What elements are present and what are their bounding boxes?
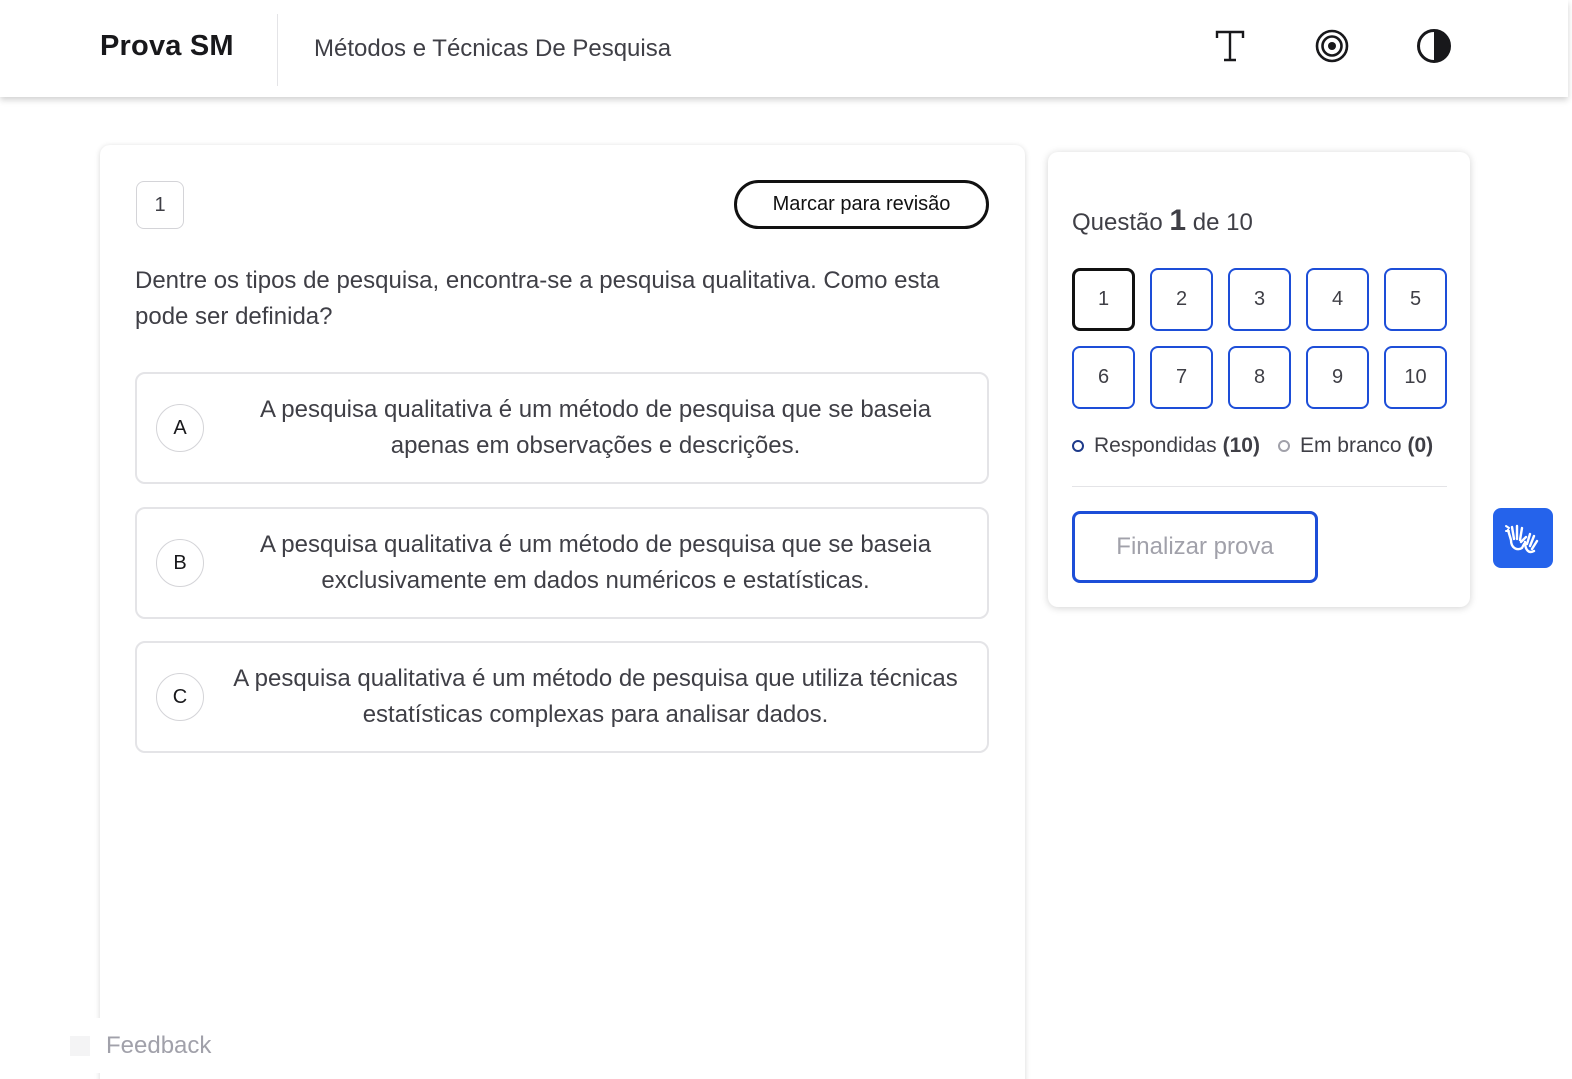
- blank-count: (0): [1407, 434, 1434, 457]
- header-divider: [277, 14, 278, 86]
- question-button-6[interactable]: 6: [1072, 346, 1135, 409]
- total-questions: 10: [1226, 209, 1253, 236]
- option-text: A pesquisa qualitativa é um método de pesquisa que se baseia exclusivamente em dados numéricos e estatísticas.: [259, 531, 932, 594]
- question-card: [100, 145, 1025, 1079]
- course-title: Métodos e Técnicas De Pesquisa: [314, 35, 672, 62]
- progress-prefix: Questão: [1072, 209, 1163, 236]
- question-button-9[interactable]: 9: [1306, 346, 1369, 409]
- contrast-icon[interactable]: [1414, 26, 1454, 66]
- brand-logo: Prova SM: [100, 30, 234, 62]
- question-number-badge: 1: [136, 181, 184, 229]
- option-letter: A: [156, 404, 204, 452]
- answered-count: (10): [1222, 434, 1260, 457]
- blank-dot-icon: [1278, 440, 1290, 452]
- option-text: A pesquisa qualitativa é um método de pesquisa que se baseia apenas em observações e descrições.: [259, 396, 932, 459]
- question-button-4[interactable]: 4: [1306, 268, 1369, 331]
- question-text: Dentre os tipos de pesquisa, encontra-se a pesquisa qualitativa. Como esta pode ser definida?: [135, 267, 940, 330]
- font-size-icon[interactable]: [1210, 26, 1250, 66]
- question-button-1[interactable]: 1: [1072, 268, 1135, 331]
- question-button-7[interactable]: 7: [1150, 346, 1213, 409]
- sign-language-button[interactable]: [1493, 508, 1553, 568]
- question-grid: [1072, 268, 1447, 409]
- answer-option-c[interactable]: [135, 641, 989, 753]
- sign-language-hands-icon: [1503, 518, 1543, 558]
- target-icon[interactable]: [1312, 26, 1352, 66]
- question-button-2[interactable]: 2: [1150, 268, 1213, 331]
- feedback-button[interactable]: [70, 1018, 221, 1073]
- feedback-icon: [70, 1036, 90, 1056]
- navigator-divider: [1072, 486, 1447, 487]
- option-letter: C: [156, 673, 204, 721]
- question-button-5[interactable]: 5: [1384, 268, 1447, 331]
- option-text: A pesquisa qualitativa é um método de pesquisa que utiliza técnicas estatísticas complexas para analisar dados.: [233, 665, 958, 728]
- feedback-label: Feedback: [106, 1031, 212, 1059]
- option-letter: B: [156, 539, 204, 587]
- answered-dot-icon: [1072, 440, 1084, 452]
- question-progress-heading: [1072, 204, 1253, 238]
- question-button-8[interactable]: 8: [1228, 346, 1291, 409]
- top-header: [0, 0, 1568, 97]
- finish-exam-button[interactable]: Finalizar prova: [1072, 511, 1318, 583]
- blank-label: Em branco: [1299, 434, 1402, 457]
- current-question-number: 1: [1169, 204, 1187, 237]
- answer-option-b[interactable]: [135, 507, 989, 619]
- question-button-10[interactable]: 10: [1384, 346, 1447, 409]
- answer-option-a[interactable]: [135, 372, 989, 484]
- progress-mid: de: [1192, 209, 1220, 236]
- status-legend: [1072, 434, 1452, 458]
- question-navigator: [1048, 152, 1470, 607]
- answered-label: Respondidas: [1094, 434, 1217, 457]
- mark-for-review-button[interactable]: Marcar para revisão: [734, 180, 989, 229]
- question-button-3[interactable]: 3: [1228, 268, 1291, 331]
